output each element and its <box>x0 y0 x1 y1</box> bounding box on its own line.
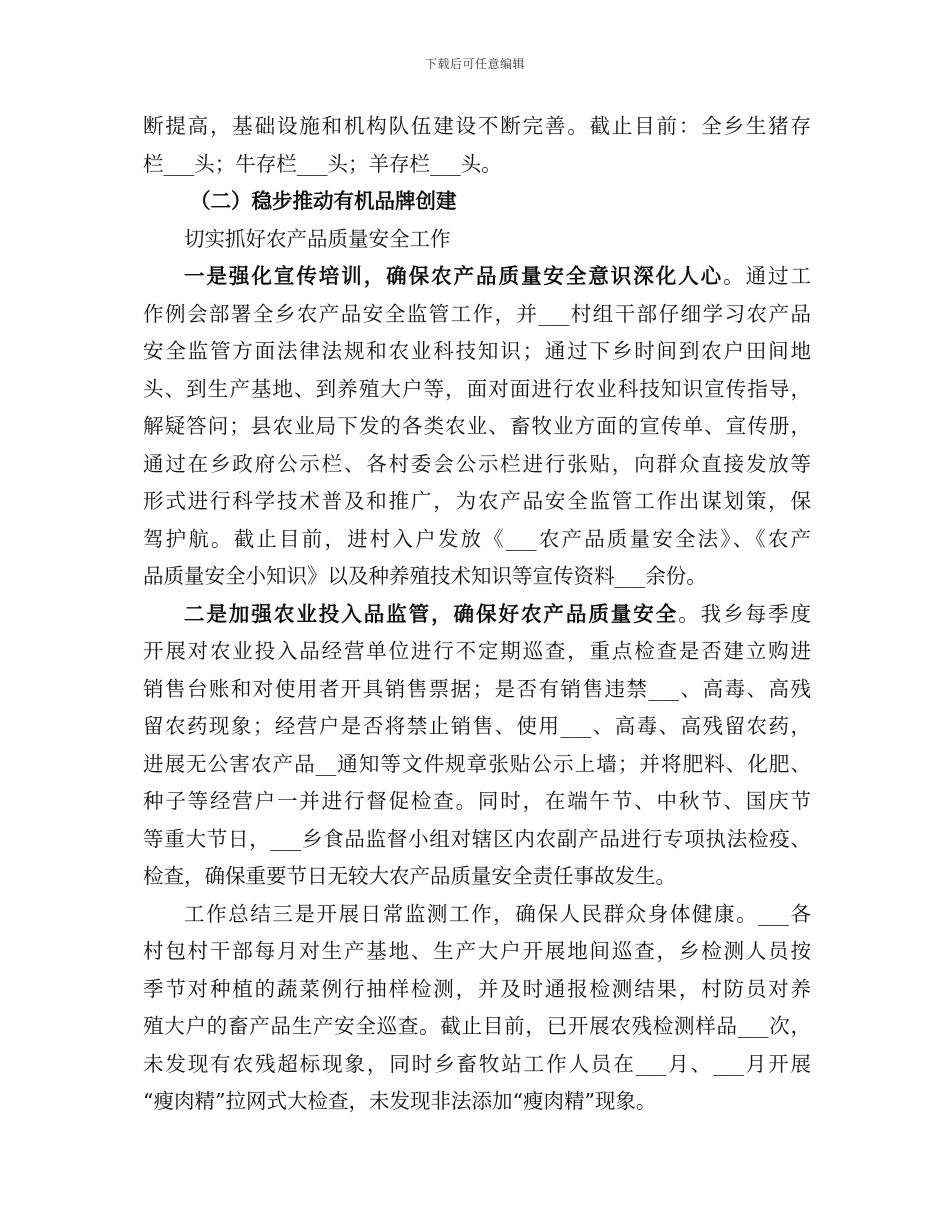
text-line <box>143 633 811 671</box>
text-run: 驾护航。截止目前，进村入户发放《___农产品质量安全法》、《农产 <box>143 526 811 551</box>
text-line <box>143 1008 811 1046</box>
bold-lead-text: 一是强化宣传培训，确保农产品质量安全意识深化人心 <box>184 264 724 288</box>
text-line <box>143 708 811 746</box>
text-run: 断提高，基础设施和机构队伍建设不断完善。截止目前：全乡生猪存 <box>143 114 811 138</box>
text-line <box>143 746 811 784</box>
text-run: 销售台账和对使用者开具销售票据；是否有销售违禁___、高毒、高残 <box>143 676 811 701</box>
text-line <box>143 783 811 821</box>
text-line <box>143 408 811 446</box>
text-line <box>143 146 811 184</box>
text-run: 头、到生产基地、到养殖大户等，面对面进行农业科技知识宣传指导， <box>143 376 811 401</box>
text-run: 工作总结三是开展日常监测工作，确保人民群众身体健康。___各 <box>184 901 811 926</box>
text-line <box>143 108 811 146</box>
text-line <box>143 858 811 896</box>
text-run: 进展无公害农产品__通知等文件规章张贴公示上墙；并将肥料、化肥、 <box>143 751 811 776</box>
text-run: “瘦肉精”拉网式大检查，未发现非法添加“瘦肉精”现象。 <box>143 1089 657 1113</box>
text-run: 安全监管方面法律法规和农业科技知识；通过下乡时间到农户田间地 <box>143 339 811 363</box>
text-run: 未发现有农残超标现象，同时乡畜牧站工作人员在___月、___月开展 <box>143 1051 811 1076</box>
text-line <box>143 296 811 334</box>
text-line <box>143 521 811 559</box>
text-line <box>143 1046 811 1084</box>
text-line <box>143 1083 811 1121</box>
text-line <box>143 258 811 296</box>
text-run: 等重大节日，___乡食品监督小组对辖区内农副产品进行专项执法检疫、 <box>143 826 811 851</box>
text-run: 检查，确保重要节日无较大农产品质量安全责任事故发生。 <box>143 864 676 888</box>
text-line <box>143 371 811 409</box>
heading-text: （二）稳步推动有机品牌创建 <box>190 189 457 213</box>
text-line <box>143 933 811 971</box>
text-run: 开展对农业投入品经营单位进行不定期巡查，重点检查是否建立购进 <box>143 639 811 663</box>
text-run: 季节对种植的蔬菜例行抽样检测，并及时通报检测结果，村防员对养 <box>143 976 811 1001</box>
text-run: 切实抓好农产品质量安全工作 <box>184 226 451 251</box>
text-line <box>143 221 811 259</box>
text-line <box>143 558 811 596</box>
text-line <box>143 671 811 709</box>
bold-lead-text: 二是加强农业投入品监管，确保好农产品质量安全 <box>184 601 679 626</box>
text-run: 村包村干部每月对生产基地、生产大户开展地间巡查，乡检测人员按 <box>143 939 811 963</box>
section-heading <box>143 183 811 221</box>
text-line <box>143 483 811 521</box>
text-run: 。通过工 <box>723 264 811 288</box>
text-run: 品质量安全小知识》以及种养殖技术知识等宣传资料___余份。 <box>143 564 707 588</box>
text-line <box>143 971 811 1009</box>
text-run: 通过在乡政府公示栏、各村委会公示栏进行张贴，向群众直接发放等 <box>143 451 811 476</box>
text-run: 形式进行科学技术普及和推广，为农产品安全监管工作出谋划策，保 <box>143 489 811 513</box>
document-body <box>143 108 811 1121</box>
page-header: 下载后可任意编辑 <box>424 57 525 71</box>
text-run: 解疑答问；县农业局下发的各类农业、畜牧业方面的宣传单、宣传册， <box>143 414 811 438</box>
text-run: 作例会部署全乡农产品安全监管工作，并___村组干部仔细学习农产品 <box>143 301 811 326</box>
text-run: 栏___头；牛存栏___头；羊存栏___头。 <box>143 151 502 176</box>
text-line <box>143 596 811 634</box>
text-run: 。我乡每季度 <box>678 601 812 626</box>
text-line <box>143 896 811 934</box>
text-line <box>143 333 811 371</box>
text-line <box>143 446 811 484</box>
text-run: 种子等经营户一并进行督促检查。同时，在端午节、中秋节、国庆节 <box>143 789 811 813</box>
text-line <box>143 821 811 859</box>
text-run: 殖大户的畜产品生产安全巡查。截止目前，已开展农残检测样品___次， <box>143 1014 811 1038</box>
text-run: 留农药现象；经营户是否将禁止销售、使用___、高毒、高残留农药， <box>143 714 811 738</box>
